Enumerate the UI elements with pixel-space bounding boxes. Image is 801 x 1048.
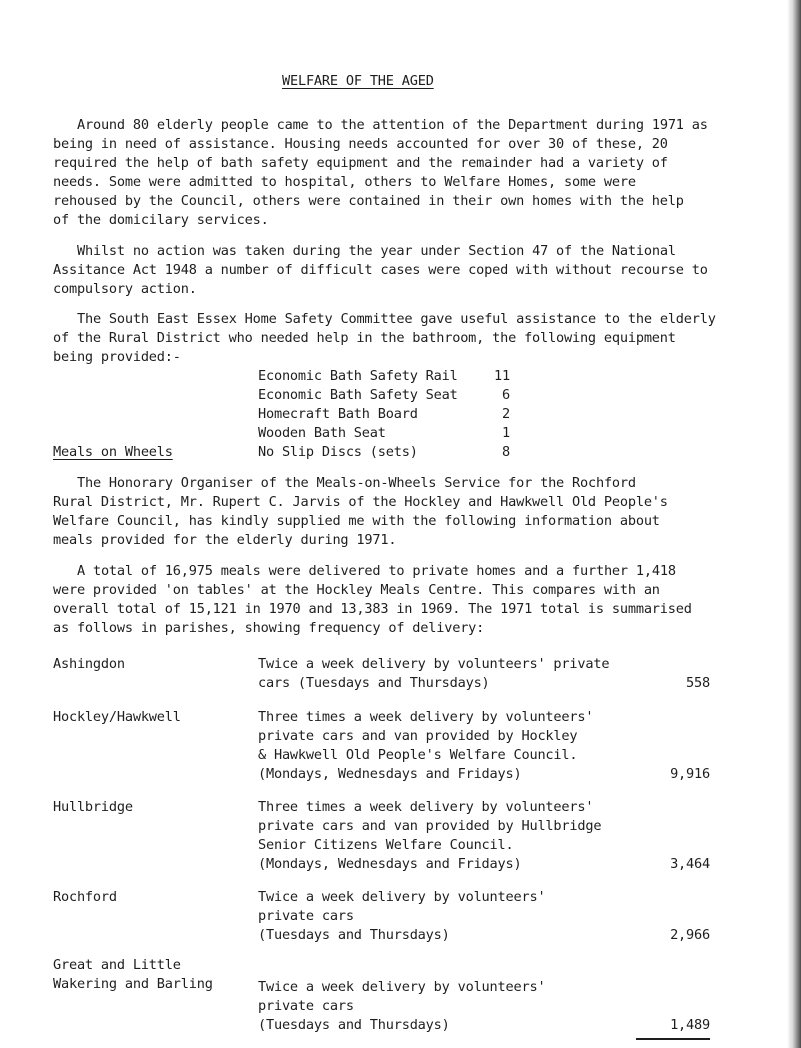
parish-desc: Twice a week delivery by volunteers' [258, 979, 546, 995]
para3-line: The South East Essex Home Safety Committee gave useful assistance to the elderly [77, 311, 716, 327]
equipment-item: Economic Bath Safety Rail [258, 368, 458, 384]
para1-line: of the domicilary services. [53, 212, 269, 228]
equipment-item: Wooden Bath Seat [258, 425, 386, 441]
parish-total: 2,966 [670, 927, 710, 943]
parish-name: Rochford [53, 889, 117, 905]
parish-total: 1,489 [670, 1017, 710, 1033]
parish-desc: private cars [258, 908, 354, 924]
para4-line: meals provided for the elderly during 1971. [53, 532, 397, 548]
parish-desc: (Mondays, Wednesdays and Fridays) [258, 856, 522, 872]
para2-line: Assitance Act 1948 a number of difficult cases were coped with without recourse to [53, 262, 708, 278]
parish-total: 9,916 [670, 766, 710, 782]
parish-desc: Three times a week delivery by volunteers' [258, 709, 594, 725]
para2-line: Whilst no action was taken during the year under Section 47 of the National [77, 243, 676, 259]
meals-heading: Meals on Wheels [53, 444, 173, 460]
scan-edge [787, 0, 801, 1048]
para5-line: were provided 'on tables' at the Hockley Meals Centre. This compares with an [53, 582, 660, 598]
para1-line: Around 80 elderly people came to the attention of the Department during 1971 as [77, 117, 708, 133]
para3-line: being provided:- [53, 349, 181, 365]
parish-desc: (Tuesdays and Thursdays) [258, 1017, 450, 1033]
parish-desc: private cars and van provided by Hockley [258, 728, 578, 744]
para5-line: A total of 16,975 meals were delivered to private homes and a further 1,418 [77, 563, 676, 579]
equipment-qty: 6 [502, 387, 510, 403]
equipment-qty: 11 [494, 368, 510, 384]
page-title: WELFARE OF THE AGED [282, 73, 434, 89]
para1-line: being in need of assistance. Housing needs accounted for over 30 of these, 20 [53, 136, 668, 152]
para4-line: Welfare Council, has kindly supplied me with the following information about [53, 513, 660, 529]
para5-line: overall total of 15,121 in 1970 and 13,383 in 1969. The 1971 total is summarised [53, 601, 692, 617]
parish-name: Hockley/Hawkwell [53, 709, 181, 725]
para5-line: as follows in parishes, showing frequency of delivery: [53, 620, 485, 636]
equipment-qty: 1 [502, 425, 510, 441]
equipment-qty: 8 [502, 444, 510, 460]
parish-desc: Twice a week delivery by volunteers' [258, 889, 546, 905]
parish-desc: (Tuesdays and Thursdays) [258, 927, 450, 943]
para1-line: needs. Some were admitted to hospital, others to Welfare Homes, some were [53, 174, 636, 190]
parish-desc: (Mondays, Wednesdays and Fridays) [258, 766, 522, 782]
parish-total: 3,464 [670, 856, 710, 872]
para2-line: compulsory action. [53, 281, 197, 297]
equipment-item: Economic Bath Safety Seat [258, 387, 458, 403]
parish-desc: Twice a week delivery by volunteers' private [258, 656, 610, 672]
parish-desc: cars (Tuesdays and Thursdays) [258, 675, 490, 691]
equipment-qty: 2 [502, 406, 510, 422]
para1-line: required the help of bath safety equipment and the remainder had a variety of [53, 155, 668, 171]
parish-desc: & Hawkwell Old People's Welfare Council. [258, 747, 578, 763]
para1-line: rehoused by the Council, others were contained in their own homes with the help [53, 193, 684, 209]
parish-desc: private cars [258, 998, 354, 1014]
para4-line: The Honorary Organiser of the Meals-on-Wheels Service for the Rochford [77, 475, 636, 491]
parish-name: Ashingdon [53, 656, 125, 672]
equipment-item: Homecraft Bath Board [258, 406, 418, 422]
parish-desc: Senior Citizens Welfare Council. [258, 837, 514, 853]
parish-name: Great and Little [53, 957, 181, 973]
equipment-item: No Slip Discs (sets) [258, 444, 418, 460]
total-rule-top [636, 1038, 710, 1040]
parish-name: Wakering and Barling [53, 976, 213, 992]
parish-name: Hullbridge [53, 799, 133, 815]
para4-line: Rural District, Mr. Rupert C. Jarvis of the Hockley and Hawkwell Old People's [53, 494, 668, 510]
parish-desc: private cars and van provided by Hullbridge [258, 818, 602, 834]
para3-line: of the Rural District who needed help in the bathroom, the following equipment [53, 330, 676, 346]
parish-total: 558 [686, 675, 710, 691]
parish-desc: Three times a week delivery by volunteers' [258, 799, 594, 815]
